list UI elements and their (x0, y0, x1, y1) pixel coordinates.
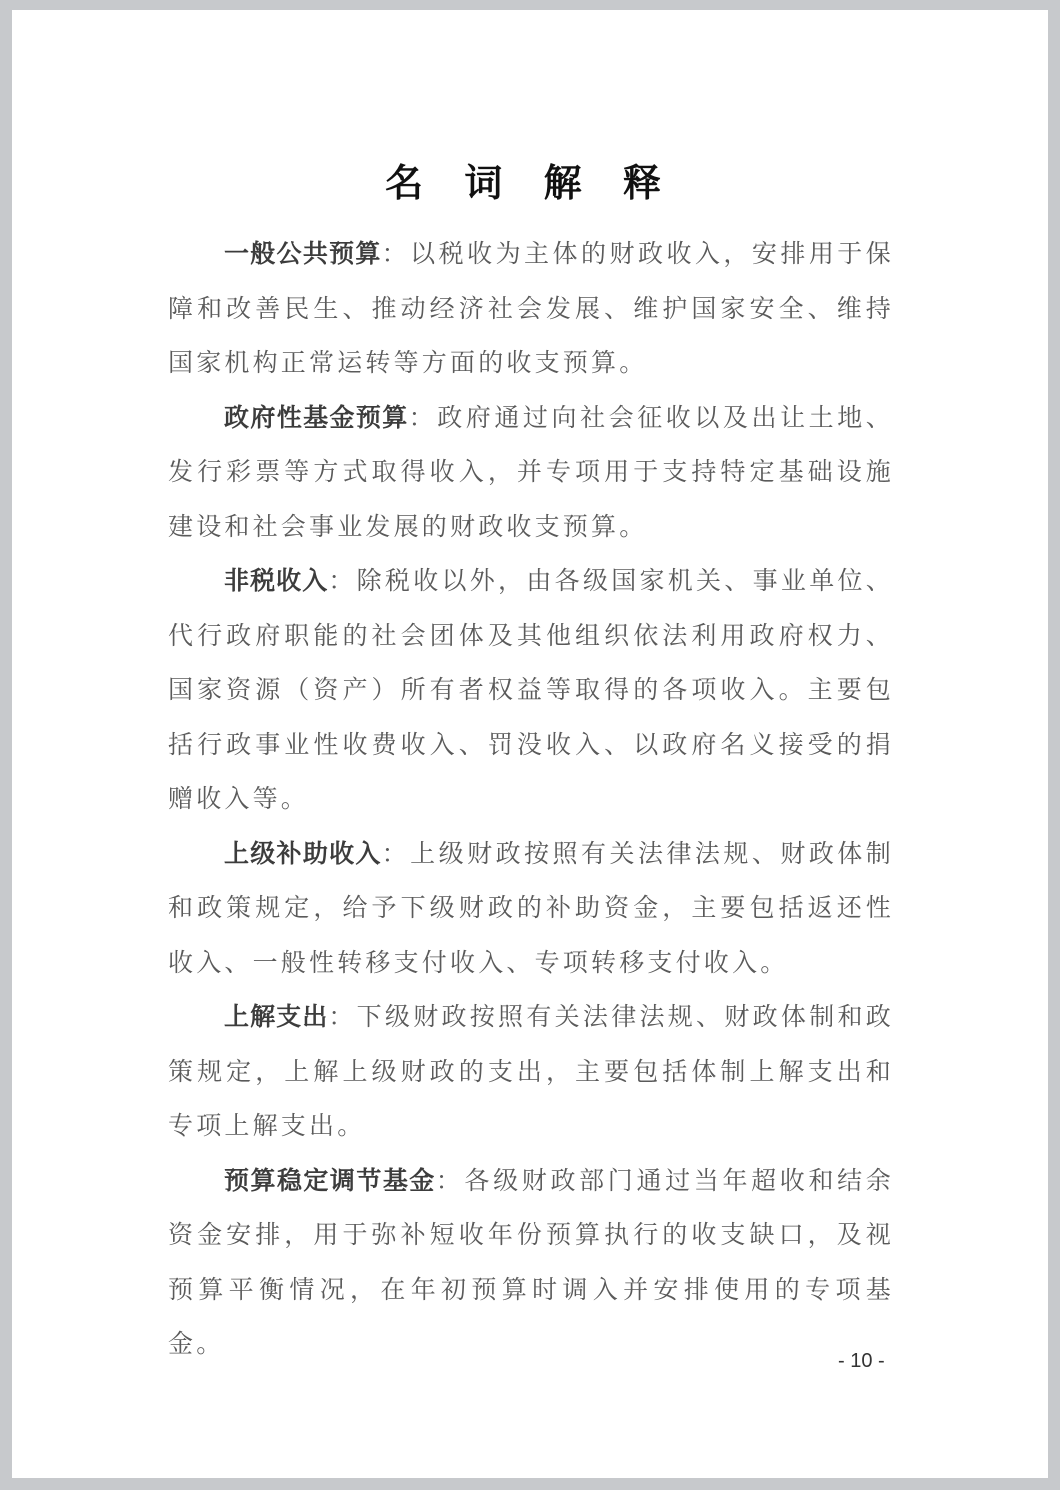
glossary-entry-general-public-budget (168, 227, 894, 391)
glossary-definition: ：下级财政按照有关法律法规、财政体制和政策规定，上解上级财政的支出，主要包括体制上解支出和专项上解支出。 (168, 1002, 894, 1140)
glossary-term: 上解支出 (224, 1002, 329, 1031)
glossary-term: 政府性基金预算 (224, 402, 409, 432)
page-title: 名 词 解 释 (385, 160, 675, 205)
page-number: - 10 - (838, 1350, 885, 1372)
document-page (12, 10, 1048, 1478)
glossary-entry-superior-subsidy-revenue (168, 827, 894, 991)
glossary-term: 一般公共预算 (224, 239, 382, 268)
glossary-entry-remittance-expenditure (168, 990, 894, 1154)
glossary-term: 上级补助收入 (224, 838, 382, 868)
glossary-term: 非税收入 (224, 566, 329, 595)
glossary-definition: ：上级财政按照有关法律法规、财政体制和政策规定，给予下级财政的补助资金，主要包括返还性收入、一般性转移支付收入、专项转移支付收入。 (168, 838, 894, 977)
glossary-term: 预算稳定调节基金 (224, 1165, 436, 1195)
glossary-entry-government-fund-budget (168, 391, 894, 555)
glossary-entry-non-tax-revenue (168, 554, 894, 827)
glossary-definition: ：除税收以外，由各级国家机关、事业单位、代行政府职能的社会团体及其他组织依法利用政府权力、国家资源（资产）所有者权益等取得的各项收入。主要包括行政事业性收费收入、罚没收入、以政府名义接受的捐赠收入等。 (168, 566, 894, 813)
glossary-entry-budget-stabilization-fund (168, 1154, 894, 1372)
glossary-definition: ：政府通过向社会征收以及出让土地、发行彩票等方式取得收入，并专项用于支持特定基础设施建设和社会事业发展的财政收支预算。 (168, 402, 894, 541)
glossary-definition: ：各级财政部门通过当年超收和结余资金安排，用于弥补短收年份预算执行的收支缺口，及视预算平衡情况，在年初预算时调入并安排使用的专项基金。 (168, 1165, 894, 1358)
glossary-definition: ：以税收为主体的财政收入，安排用于保障和改善民生、推动经济社会发展、维护国家安全、维持国家机构正常运转等方面的收支预算。 (168, 239, 894, 377)
glossary-list (168, 227, 894, 1372)
